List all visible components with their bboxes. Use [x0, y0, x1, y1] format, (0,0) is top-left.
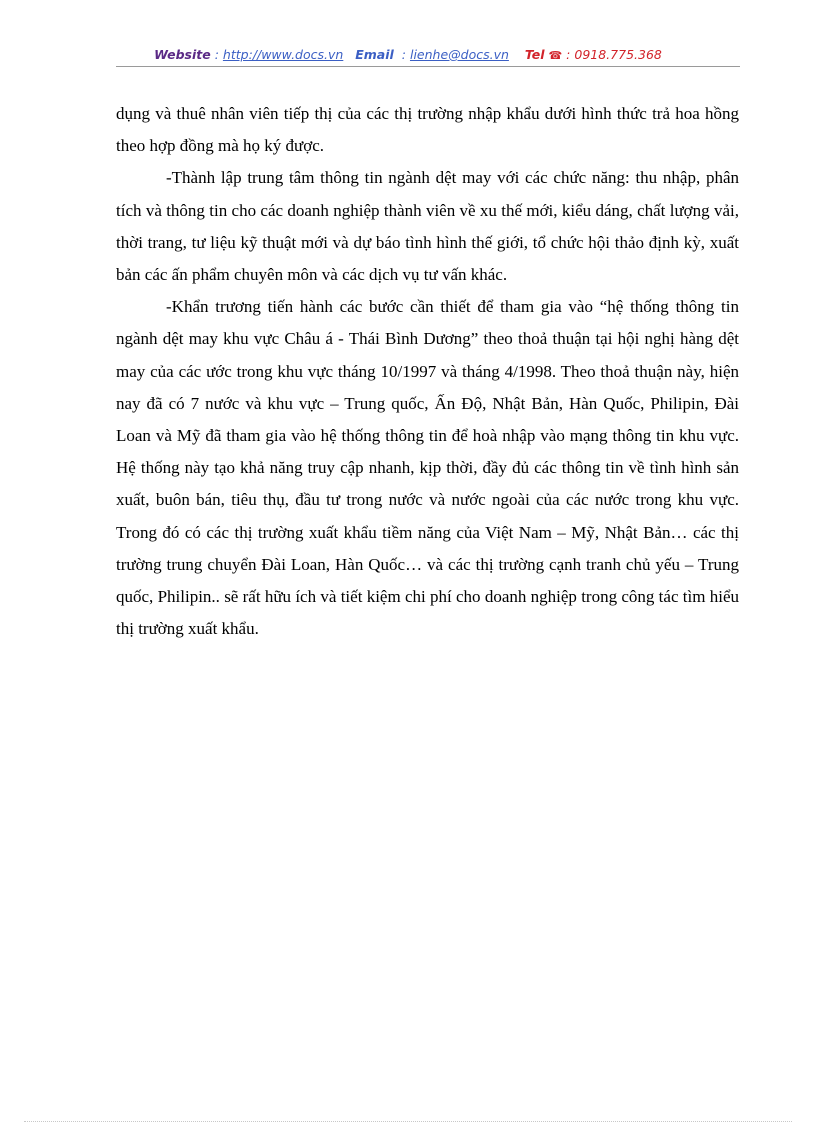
paragraph-info-system: -Khẩn trương tiến hành các bước cần thiết để tham gia vào “hệ thống thông tin ngành dệt may khu vực Châu á - Thái Bình Dương” theo thoả thuận tại hội nghị hàng dệt may của các ước trong khu vực tháng 10/1997 và tháng 4/1998. Theo thoả thuận này, hiện nay đã có 7 nước và khu vực – Trung quốc, Ấn Độ, Nhật Bản, Hàn Quốc, Philipin, Đài Loan và Mỹ đã tham gia vào hệ thống thông tin để hoà nhập vào mạng thông tin khu vực. Hệ thống này tạo khả năng truy cập nhanh, kịp thời, đầy đủ các thông tin về tình hình sản xuất, buôn bán, tiêu thụ, đầu tư trong nước và nước ngoài của các nước trong khu vực. Trong đó có các thị trường xuất khẩu tiềm năng của Việt Nam – Mỹ, Nhật Bản… các thị trường trung chuyển Đài Loan, Hàn Quốc… và các thị trường cạnh tranh chủ yếu – Trung quốc, Philipin.. sẽ rất hữu ích và tiết kiệm chi phí cho doanh nghiệp trong công tác tìm hiểu thị trường xuất khẩu. — [116, 297, 739, 639]
tel-number: 0918.775.368 — [574, 47, 662, 62]
paragraph-info-center: -Thành lập trung tâm thông tin ngành dệt may với các chức năng: thu nhập, phân tích và thông tin cho các doanh nghiệp thành viên về xu thế mới, kiểu dáng, chất lượng vải, thời trang, tư liệu kỹ thuật mới và dự báo tình hình thế giới, tổ chức hội thảo định kỳ, xuất bản các ấn phẩm chuyên môn và các dịch vụ tư vấn khác. — [116, 168, 739, 285]
phone-icon: ☎ — [548, 49, 563, 62]
tel-label: Tel — [524, 47, 545, 62]
email-colon: : — [401, 47, 406, 62]
website-link[interactable]: http://www.docs.vn — [222, 47, 344, 62]
website-colon: : — [214, 47, 219, 62]
header-divider — [116, 66, 740, 67]
email-link[interactable]: lienhe@docs.vn — [409, 47, 509, 62]
page-header — [0, 47, 816, 62]
website-label: Website — [154, 47, 211, 62]
footer-divider — [24, 1121, 792, 1122]
document-body — [116, 98, 739, 645]
paragraph-continuation: dụng và thuê nhân viên tiếp thị của các thị trường nhập khẩu dưới hình thức trả hoa hồng theo hợp đồng mà họ ký được. — [116, 104, 739, 156]
email-label: Email — [355, 47, 394, 62]
tel-colon: : — [566, 47, 571, 62]
